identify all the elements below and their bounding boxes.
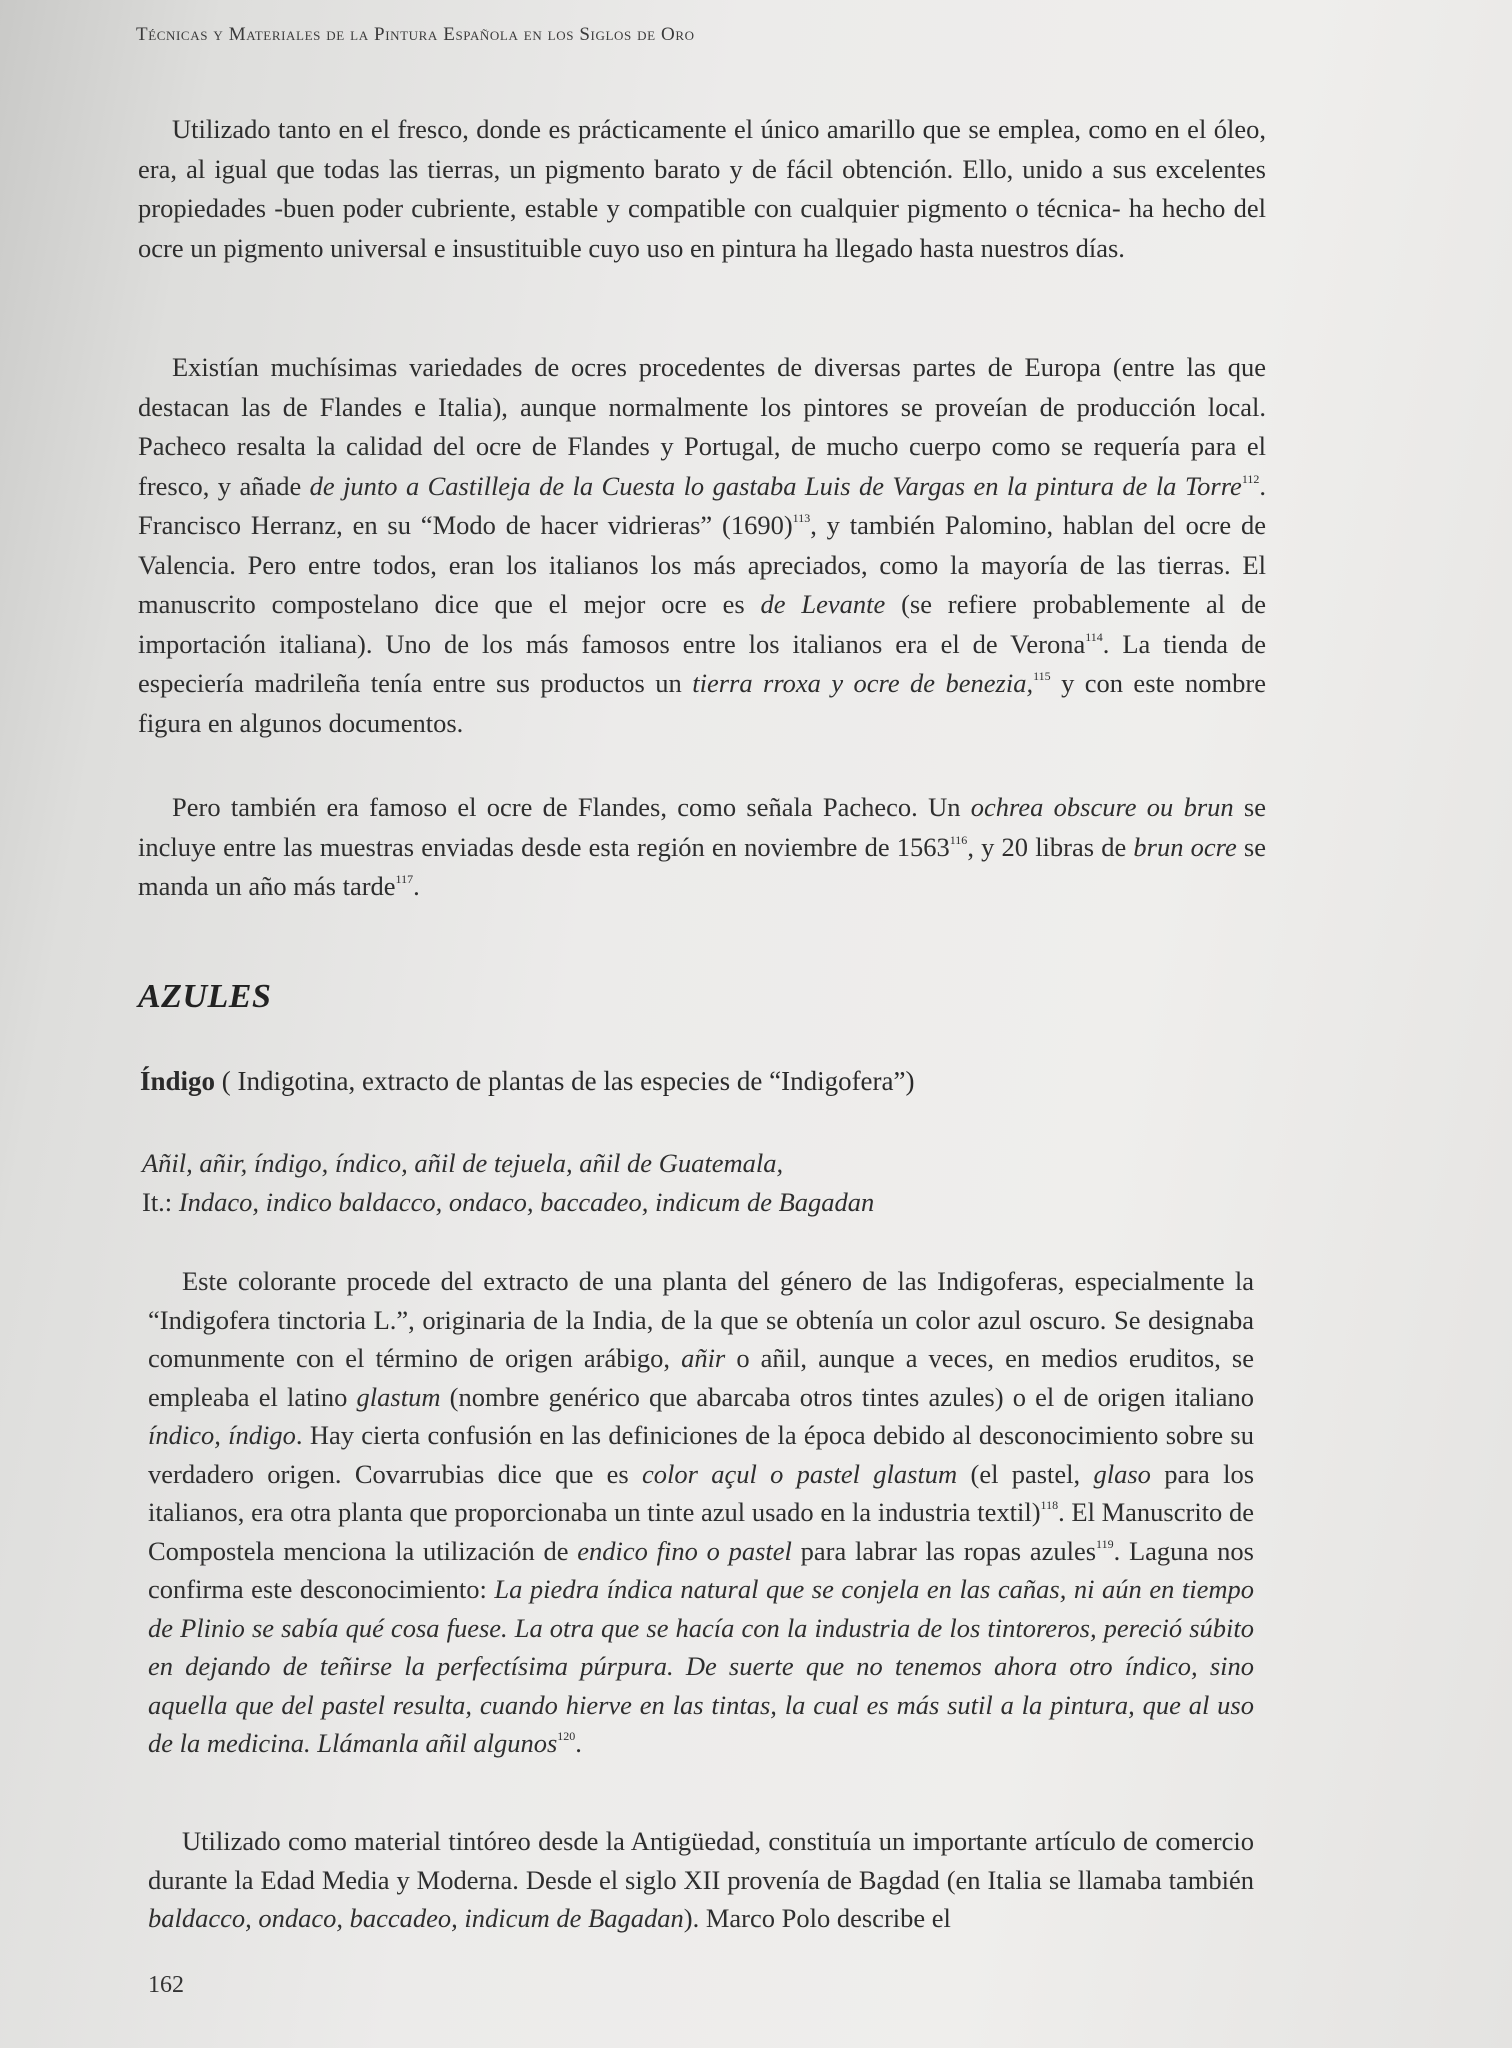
footnote-ref: 113	[792, 511, 811, 525]
footnote-ref: 116	[949, 832, 968, 847]
italic-text: brun ocre	[1133, 831, 1237, 862]
entry-name: Índigo	[140, 1066, 216, 1096]
synonyms-spanish-text: Añil, añir, índigo, índico, añil de tejuela, añil de Guatemala,	[142, 1148, 784, 1178]
paragraph-indigo-comercio: Utilizado como material tintóreo desde la Antigüedad, constituía un importante artículo de comercio durante la Edad Media y Moderna. Desde el siglo XII provenía de Bagdad (en Italia se llamaba también baldacco, ondaco, baccadeo, indicum de Bagadan). Marco Polo describe el	[148, 1826, 1254, 1933]
italic-text: tierra rroxa y ocre de benezia,	[692, 668, 1034, 698]
footnote-ref: 112	[1241, 471, 1260, 486]
footnote-ref: 117	[395, 872, 414, 886]
synonyms-italian	[142, 1183, 874, 1222]
italic-text: glaso	[1093, 1458, 1151, 1489]
entry-description: ( Indigotina, extracto de plantas de las especies de “Indigofera”)	[215, 1066, 915, 1096]
footnote-ref: 115	[1033, 669, 1051, 683]
italic-text: de Levante	[760, 589, 886, 619]
italic-text: índico, índigo	[148, 1420, 296, 1450]
section-title-azules: AZULES	[138, 978, 272, 1015]
italic-text: de junto a Castilleja de la Cuesta lo gastaba Luis de Vargas en la pintura de la Torre	[309, 470, 1242, 501]
synonyms-italian-prefix: It.:	[142, 1187, 179, 1217]
paragraph-ocre-uso: Utilizado tanto en el fresco, donde es prácticamente el único amarillo que se emplea, como en el óleo, era, al igual que todas las tierras, un pigmento barato y de fácil obtención. Ello, unido a sus excelentes propiedades -buen poder cubriente, estable y compatible con cualquier pigmento o técnica- ha hecho del ocre un pigmento universal e insustituible cuyo uso en pintura ha llegado hasta nuestros días.	[138, 114, 1266, 263]
italic-text: baldacco, ondaco, baccadeo, indicum de Bagadan	[148, 1903, 684, 1933]
italic-text: endico fino o pastel	[577, 1535, 792, 1566]
italic-text: añir	[681, 1343, 726, 1373]
entry-heading-indigo	[140, 1066, 915, 1097]
paragraph-ocre-flandes: Pero también era famoso el ocre de Flandes, como señala Pacheco. Un ochrea obscure ou brun se incluye entre las muestras enviadas desde esta región en noviembre de 1563$^{116}$, y 20 libras de brun ocre se manda un año más tarde$^{117}$.	[138, 792, 1267, 901]
italic-text: color açul o pastel glastum	[642, 1458, 958, 1489]
synonyms-spanish	[142, 1144, 874, 1183]
page-number: 162	[148, 1972, 184, 1998]
footnote-ref: 118	[1040, 1498, 1059, 1512]
synonyms-italian-text: Indaco, indico baldacco, ondaco, baccadeo, indicum de Bagadan	[178, 1187, 875, 1217]
italic-text: La piedra índica natural que se conjela en las cañas, ni aún en tiempo de Plinio se sabía qué cosa fuese. La otra que se hacía con la industria de los tintoreros, pereció súbito en dejando de teñirse la perfectísima púrpura. De suerte que no tenemos ahora otro índico, sino aquella que del pastel resulta, cuando hierve en las tintas, la cual es más sutil a la pintura, que al uso de la medicina. Llámanla añil algunos	[148, 1574, 1254, 1758]
paragraph-indigo-origen: Este colorante procede del extracto de una planta del género de las Indigoferas, especialmente la “Indigofera tinctoria L.”, originaria de la India, de la que se obtenía un color azul oscuro. Se designaba comunmente con el término de origen arábigo, añir o añil, aunque a veces, en medios eruditos, se empleaba el latino glastum (nombre genérico que abarcaba otros tintes azules) o el de origen italiano índico, índigo. Hay cierta confusión en las definiciones de la época debido al desconocimiento sobre su verdadero origen. Covarrubias dice que es color açul o pastel glastum (el pastel, glaso para los italianos, era otra planta que proporcionaba un tinte azul usado en la industria textil)$^{118}$. El Manuscrito de Compostela menciona la utilización de endico fino o pastel para labrar las ropas azules$^{119}$. Laguna nos confirma este desconocimiento: La piedra índica natural que se conjela en las cañas, ni aún en tiempo de Plinio se sabía qué cosa fuese. La otra que se hacía con la industria de los tintoreros, pereció súbito en dejando de teñirse la perfectísima púrpura. De suerte que no tenemos ahora otro índico, sino aquella que del pastel resulta, cuando hierve en las tintas, la cual es más sutil a la pintura, que al uso de la medicina. Llámanla añil algunos$^{120}$.	[148, 1266, 1255, 1758]
paragraph-ocre-variedades: Existían muchísimas variedades de ocres procedentes de diversas partes de Europa (entre las que destacan las de Flandes e Italia), aunque normalmente los pintores se proveían de producción local. Pacheco resalta la calidad del ocre de Flandes y Portugal, de mucho cuerpo como se requería para el fresco, y añade de junto a Castilleja de la Cuesta lo gastaba Luis de Vargas en la pintura de la Torre$^{112}$. Francisco Herranz, en su “Modo de hacer vidrieras” $(1690)^{113}$, y también Palomino, hablan del ocre de Valencia. Pero entre todos, eran los italianos los más apreciados, como la mayoría de las tierras. El manuscrito compostelano dice que el mejor ocre es de Levante (se refiere probablemente al de importación italiana). Uno de los más famosos entre los italianos era el de Verona$^{114}$. La tienda de especiería madrileña tenía entre sus productos un tierra rroxa y ocre de benezia,$^{115}$ y con este nombre figura en algunos documentos.	[138, 352, 1267, 738]
italic-text: glastum	[356, 1381, 441, 1412]
footnote-ref: 114	[1085, 629, 1103, 644]
running-head: Técnicas y Materiales de la Pintura Española en los Siglos de Oro	[136, 24, 695, 45]
italic-text: ochrea obscure ou brun	[970, 792, 1234, 822]
entry-synonyms	[142, 1144, 874, 1222]
footnote-ref: 120	[557, 1729, 576, 1743]
footnote-ref: 119	[1096, 1536, 1114, 1551]
